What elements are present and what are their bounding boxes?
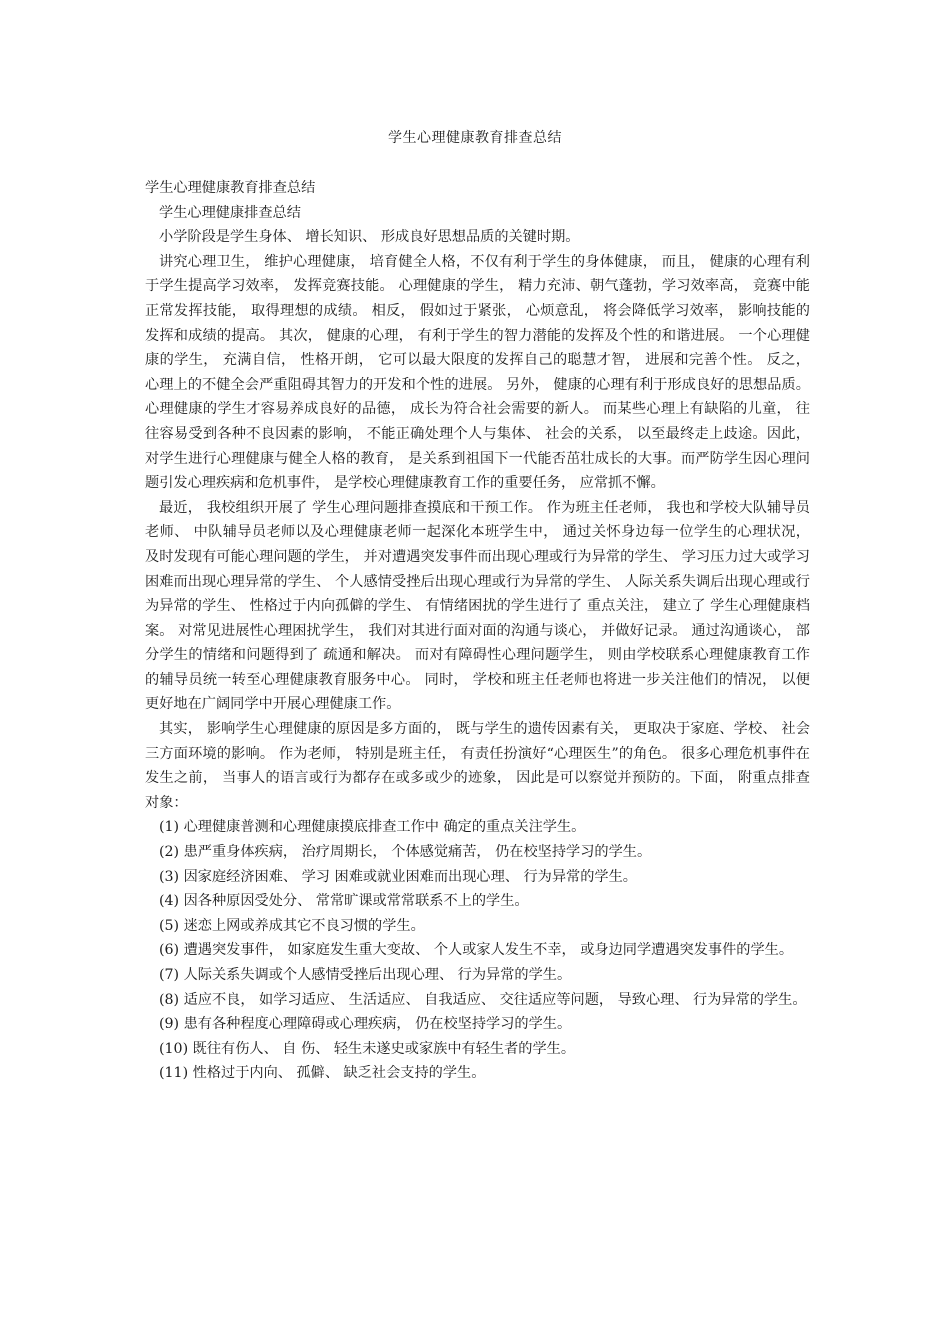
list-item-5: (5) 迷恋上网或养成其它不良习惯的学生。 — [159, 917, 425, 934]
list-item-10: (10) 既往有伤人、 自 伤、 轻生未遂史或家族中有轻生者的学生。 — [159, 1040, 576, 1057]
list-item-1: (1) 心理健康普测和心理健康摸底排查工作中 确定的重点关注学生。 — [159, 819, 586, 836]
list-item-7: (7) 人际关系失调或个人感情受挫后出现心理、 行为异常的学生。 — [159, 967, 572, 983]
list-item-3: (3) 因家庭经济困难、 学习 困难或就业困难而出现心理、 行为异常的学生。 — [159, 868, 637, 885]
document-body — [145, 176, 810, 1086]
paragraph-3: 最近， 我校组织开展了 学生心理问题排查摸底和干预工作。 作为班主任老师， 我也和学校大队辅导员老师、 中队辅导员老师以及心理健康老师一起深化本班学生中， 通过关怀身边每一位学生的心理状况， 及时发现有可能心理问题的学生， 并对遭遇突发事件而出现心理或行为异常的学生、 学习压力过大或学习困难而出现心理异常的学生、 个人感情受挫后出现心理或行为异常的学生、 人际关系失调后出现心理或行为异常的学生、 性格过于内向孤僻的学生、 有情绪困扰的学生进行了 重点关注， 建立了 学生心理健康档案。 对常见进展性心理困扰学生， 我们对其进行面对面的沟通与谈心， 并做好记录。 通过沟通谈心， 部分学生的情绪和问题得到了 疏通和解决。 而对有障碍性心理问题学生， 则由学校联系心理健康教育工作的辅导员统一转至心理健康教育服务中心。 同时， 学校和班主任老师也将进一步关注他们的情况， 以便更好地在广阔同学中开展心理健康工作。 — [145, 499, 810, 713]
paragraph-1: 小学阶段是学生身体、 增长知识、 形成良好思想品质的关键时期。 — [159, 229, 580, 246]
list-item-8: (8) 适应不良， 如学习适应、 生活适应、 自我适应、 交往适应等问题， 导致心理、 行为异常的学生。 — [159, 991, 807, 1008]
list-item-9: (9) 患有各种程度心理障碍或心理疾病， 仍在校坚持学习的学生。 — [159, 1016, 572, 1033]
list-item-6: (6) 遭遇突发事件， 如家庭发生重大变故、 个人或家人发生不幸， 或身边同学遭遇突发事件的学生。 — [159, 942, 794, 959]
document-heading: 学生心理健康教育排查总结 — [145, 180, 316, 196]
paragraph-2: 讲究心理卫生， 维护心理健康， 培育健全人格，不仅有利于学生的身体健康， 而且， 健康的心理有利于学生提高学习效率， 发挥竞赛技能。 心理健康的学生， 精力充沛、朝气蓬勃，学习效率高， 竞赛中能正常发挥技能， 取得理想的成绩。 相反， 假如过于紧张， 心烦意乱， 将会降低学习效率， 影响技能的发挥和成绩的提高。 其次， 健康的心理， 有利于学生的智力潜能的发挥及个性的和谐进展。 一个心理健康的学生， 充满自信， 性格开朗， 它可以最大限度的发挥自己的聪慧才智， 进展和完善个性。 反之， 心理上的不健全会严重阻碍其智力的开发和个性的进展。 另外， 健康的心理有利于形成良好的思想品质。 心理健康的学生才容易养成良好的品德， 成长为符合社会需要的新人。 而某些心理上有缺陷的儿童， 往往容易受到各种不良因素的影响， 不能正确处理个人与集体、 社会的关系， 以至最终走上歧途。因此， 对学生进行心理健康与健全人格的教育， 是关系到祖国下一代能否茁壮成长的大事。而严防学生因心理问题引发心理疾病和危机事件， 是学校心理健康教育工作的重要任务， 应常抓不懈。 — [145, 253, 810, 492]
document-title: 学生心理健康教育排查总结 — [388, 130, 562, 146]
document-subheading: 学生心理健康排查总结 — [159, 204, 301, 221]
list-item-2: (2) 患严重身体疾病， 治疗周期长， 个体感觉痛苦， 仍在校坚持学习的学生。 — [159, 844, 652, 861]
paragraph-4: 其实， 影响学生心理健康的原因是多方面的， 既与学生的遗传因素有关， 更取决于家庭、学校、 社会三方面环境的影响。 作为老师， 特别是班主任， 有责任扮演好“心理医生”的角色。 很多心理危机事件在发生之前， 当事人的语言或行为都存在或多或少的迹象， 因此是可以察觉并预防的。下面， 附重点排查对象： — [145, 721, 810, 811]
list-item-4: (4) 因各种原因受处分、 常常旷课或常常联系不上的学生。 — [159, 893, 529, 910]
list-item-11: (11) 性格过于内向、 孤僻、 缺乏社会支持的学生。 — [159, 1065, 486, 1082]
